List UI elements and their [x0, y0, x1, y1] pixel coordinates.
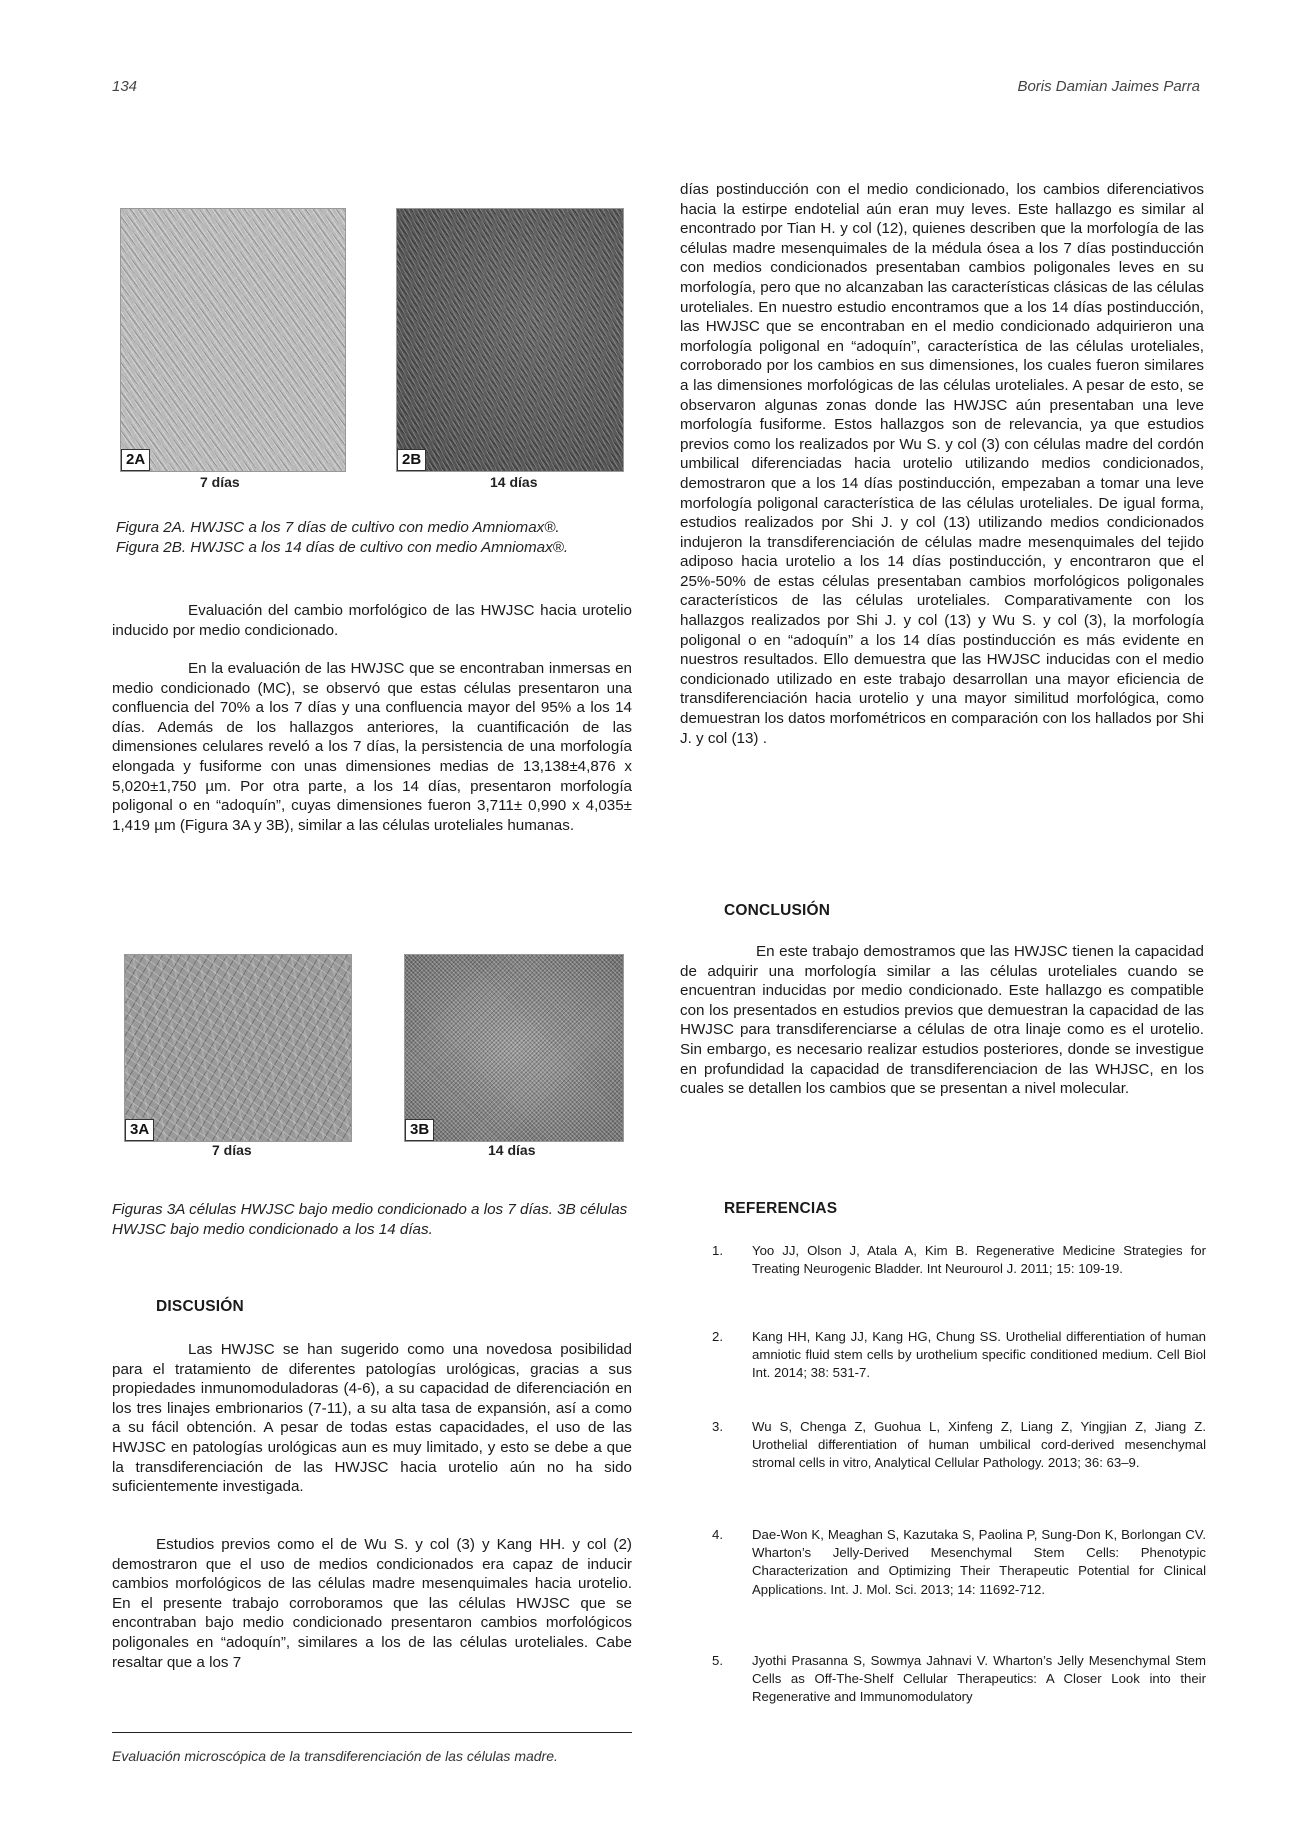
- discussion-paragraph-1: Las HWJSC se han sugerido como una novedosa posibilidad para el tratamiento de diferentes patologías urológicas, gracias a sus propiedades inmunomoduladoras (4-6), a su capacidad de diferenciación en los tres linajes embrionarios (7-11), a su alta tasa de expansión, así a como a su fácil obtención. A pesar de todas estas capacidades, el uso de las HWJSC en patologías urológicas aun es muy limitado, y esto se debe a que la transdiferenciación de las HWJSC hacia urotelio aún no ha sido suficientemente investigada.: [112, 1341, 632, 1496]
- footer-rule: [112, 1732, 632, 1733]
- discussion-heading: DISCUSIÓN: [156, 1298, 244, 1315]
- figure-tag-3b: 3B: [405, 1119, 434, 1141]
- micrograph-2b: [396, 208, 624, 472]
- evaluation-paragraph: En la evaluación de las HWJSC que se encontraban inmersas en medio condicionado (MC), se observó que estas células presentaron una confluencia del 70% a los 7 días y una confluencia mayor del 95% a los 14 días. Además de los hallazgos anteriores, la cuantificación de las dimensiones celulares reveló a los 7 días, la persistencia de una morfología elongada y fusiforme con unas dimensiones medias de 13,138±4,876 x 5,020±1,750 µm. Por otra parte, a los 14 días, presentaron morfología poligonal o en “adoquín”, cuyas dimensiones fueron 3,711± 0,990 x 4,035± 1,419 µm (Figura 3A y 3B), similar a las células uroteliales humanas.: [112, 660, 632, 834]
- conclusion-heading: CONCLUSIÓN: [724, 902, 831, 919]
- micrograph-2a: [120, 208, 346, 472]
- figure-2b-day-label: 14 días: [490, 474, 538, 490]
- figure-2a-caption: Figura 2A. HWJSC a los 7 días de cultivo con medio Amniomax®.: [116, 519, 560, 536]
- discussion-paragraph-2: Estudios previos como el de Wu S. y col (3) y Kang HH. y col (2) demostraron que el uso de medios condicionados era capaz de inducir cambios morfológicos de las células madre mesenquimales hacia urotelio. En el presente trabajo corroboramos que las células HWJSC que se encontraban bajo medio condicionado presentaron cambios morfológicos poligonales en “adoquín”, similares a los de las células uroteliales. Cabe resaltar que a los 7: [112, 1536, 632, 1671]
- right-column-paragraph: días postinducción con el medio condicionado, los cambios diferenciativos hacia la estirpe endotelial aún eran muy leves. Este hallazgo es similar al encontrado por Tian H. y col (12), quienes describen que la morfología de las células madre mesenquimales de la médula ósea a los 7 días postinducción con medios condicionados presentaban cambios poligonales leves en su morfología, pero que no alcanzaban las características clásicas de las células uroteliales. En nuestro estudio encontramos que a los 14 días postinducción, las HWJSC que se encontraban en el medio condicionado adquirieron una morfología poligonal en “adoquín”, característica de las células uroteliales, corroborado por los cambios en sus dimensiones, los cuales fueron similares a las dimensiones morfológicas de las células uroteliales. A pesar de esto, se observaron algunas zonas donde las HWJSC aún presentaban una leve morfología fusiforme. Estos hallazgos son de relevancia, ya que estudios previos como los realizados por Wu S. y col (3) con células madre del cordón umbilical diferenciadas hacia urotelio utilizando medios condicionados, demostraron que a los 14 días postinducción, empezaban a tomar una leve morfología poligonal característica de las células uroteliales. De igual forma, estudios realizados por Shi J. y col (13) utilizando medios condicionados indujeron la transdiferenciación de células madre mesenquimales del tejido adiposo hacia urotelio a los 14 días postinducción, y encontraron que el 25%-50% de estas células presentaban cambios morfológicos poligonales característicos de las células uroteliales. Comparativamente con los hallazgos realizados por Shi J. y col (13) y Wu S. y col (3), la morfología poligonal o en “adoquín” a los 14 días postinducción es más evidente en nuestros resultados. Ello demuestra que las HWJSC inducidas con el medio condicionado utilizado en este trabajo desarrollan una mayor eficiencia de transdiferenciación hacia urotelio y una mayor similitud morfológica, como demuestran los datos morfométricos en comparación con los hallados por Shi J. y col (13) .: [680, 181, 1204, 747]
- evaluation-subtitle: Evaluación del cambio morfológico de las HWJSC hacia urotelio inducido por medio condicionado.: [112, 602, 632, 639]
- footer-title: Evaluación microscópica de la transdiferenciación de las células madre.: [112, 1748, 558, 1764]
- micrograph-3b: [404, 954, 624, 1142]
- figure-3-caption: Figuras 3A células HWJSC bajo medio condicionado a los 7 días. 3B células HWJSC bajo medio condicionado a los 14 días.: [112, 1201, 628, 1238]
- micrograph-3a: [124, 954, 352, 1142]
- conclusion-paragraph: En este trabajo demostramos que las HWJSC tienen la capacidad de adquirir una morfología similar a las células uroteliales cuando se encuentran inducidas por medio condicionado. Este hallazgo es compatible con los presentados en estudios previos que demuestran la capacidad de las HWJSC para transdiferenciarse a células de otra linaje como es el urotelio. Sin embargo, es necesario realizar estudios posteriores, donde se investigue en profundidad la capacidad de transdiferenciacion de las WHJSC, en los cuales se detallen los cambios que se presentan a nivel molecular.: [680, 943, 1204, 1098]
- page-number: 134: [112, 78, 138, 95]
- page: 134 Boris Damian Jaimes Parra 2A 2B 7 días 14 días Figura 2A. HWJSC a los 7 días de cultivo con medio Amniomax®. Figura 2B. HWJSC a los 14 días de cultivo con medio Amniomax®. Evaluación del cambio morfológico de las HWJSC hacia urotelio inducido por medio condicionado. En la evaluación de las HWJSC que se encontraban inmersas en medio condicionado (MC), se observó que estas células presentaron una confluencia del 70% a los 7 días y una confluencia mayor del 95% a los 14 días. Además de los hallazgos anteriores, la cuantificación de las dimensiones celulares reveló a los 7 días, la persistencia de una morfología elongada y fusiforme con unas dimensiones medias de 13,138±4,876 x 5,020±1,750 µm. Por otra parte, a los 14 días, presentaron morfología poligonal o en “adoquín”, cuyas dimensiones fueron 3,711± 0,990 x 4,035± 1,419 µm (Figura 3A y 3B), similar a las células uroteliales humanas. 3A 3B 7 días 14 días Figuras 3A células HWJSC bajo medio condicionado a los 7 días. 3B células HWJSC bajo medio condicionado a los 14 días. DISCUSIÓN Las HWJSC se han sugerido como una novedosa posibilidad para el tratamiento de diferentes patologías urológicas, gracias a sus propiedades inmunomoduladoras (4-6), a su capacidad de diferenciación en los tres linajes embrionarios (7-11), a su alta tasa de expansión, así a como a su fácil obtención. A pesar de todas estas capacidades, el uso de las HWJSC en patologías urológicas aun es muy limitado, y esto se debe a que la transdiferenciación de las HWJSC hacia urotelio aún no ha sido suficientemente investigada. Estudios previos como el de Wu S. y col (3) y Kang HH. y col (2) demostraron que el uso de medios condicionados era capaz de inducir cambios morfológicos de las células madre mesenquimales hacia urotelio. En el presente trabajo corroboramos que las células HWJSC que se encontraban bajo medio condicionado presentaron cambios morfológicos poligonales en “adoquín”, similares a los de las células uroteliales. Cabe resaltar que a los 7 días postinducción con el medio condicionado, los cambios diferenciativos hacia la estirpe endotelial aún eran muy leves. Este hallazgo es similar al encontrado por Tian H. y col (12), quienes describen que la morfología de las células madre mesenquimales de la médula ósea a los 7 días postinducción con medios condicionados presentaban cambios poligonales leves en su morfología, pero que no alcanzaban las características clásicas de las células uroteliales. En nuestro estudio encontramos que a los 14 días postinducción, las HWJSC que se encontraban en el medio condicionado adquirieron una morfología poligonal en “adoquín”, característica de las células uroteliales, corroborado por los cambios en sus dimensiones, los cuales fueron similares a las dimensiones morfológicas de las células uroteliales. A pesar de esto, se observaron algunas zonas donde las HWJSC aún presentaban una leve morfología fusiforme. Estos hallazgos son de relevancia, ya que estudios previos como los realizados por Wu S. y col (3) con células madre del cordón umbilical diferenciadas hacia urotelio utilizando medios condicionados, demostraron que a los 14 días postinducción, empezaban a tomar una leve morfología poligonal característica de las células uroteliales. De igual forma, estudios realizados por Shi J. y col (13) utilizando medios condicionados indujeron la transdiferenciación de células madre mesenquimales del tejido adiposo hacia urotelio a los 14 días postinducción, y encontraron que el 25%-50% de estas células presentaban cambios morfológicos poligonales característicos de las células uroteliales. Comparativamente con los hallazgos realizados por Shi J. y col (13) y Wu S. y col (3), la morfología poligonal o en “adoquín” a los 14 días postinducción es más evidente en nuestros resultados. Ello demuestra que las HWJSC inducidas con el medio condicionado utilizado en este trabajo desarrollan una mayor eficiencia de transdiferenciación hacia urotelio y una mayor similitud morfológica, como demuestran los datos morfométricos en comparación con los hallados por Shi J. y col (13) . CONCLUSIÓN En este trabajo demostramos que las HWJSC tienen la capacidad de adquirir una morfología similar a las células uroteliales cuando se encuentran inducidas por medio condicionado. Este hallazgo es compatible con los presentados en estudios previos que demuestran la capacidad de las HWJSC para transdiferenciarse a células de otra linaje como es el urotelio. Sin embargo, es necesario realizar estudios posteriores, donde se investigue en profundidad la capacidad de transdiferenciacion de las WHJSC, en los cuales se detallen los cambios que se presentan a nivel molecular. REFERENCIAS 1. Yoo JJ, Olson J, Atala A, Kim B. Regenerative Medicine Strategies for Treating Neurogenic Bladder. Int Neurourol J. 2011; 15: 109-19. 2. Kang HH, Kang JJ, Kang HG, Chung SS. Urothelial differentiation of human amniotic fluid stem cells by urothelium specific conditioned medium. Cell Biol Int. 2014; 38: 531-7. 3. Wu S, Chenga Z, Guohua L, Xinfeng Z, Liang Z, Yingjian Z, Jiang Z. Urothelial differentiation of human umbilical cord-derived mesenchymal stromal cells in vitro, Analytical Cellular Pathology. 2013; 36: 63–9. 4. Dae-Won K, Meaghan S, Kazutaka S, Paolina P, Sung-Don K, Borlongan CV. Wharton’s Jelly-Derived Mesenchymal Stem Cells: Phenotypic Characterization and Optimizing Their Therapeutic Potential for Clinical Applications. Int. J. Mol. Sci. 2013; 14: 11692-712. 5. Jyothi Prasanna S, Sowmya Jahnavi V. Wharton’s Jelly Mesenchymal Stem Cells as Off-The-Shelf Cellular Therapeutics: A Closer Look into their Regenerative and Immunomodulatory Evaluación microscópica de la transdiferenciación de las células madre.: [0, 0, 1300, 1839]
- figure-3a-day-label: 7 días: [212, 1142, 252, 1158]
- figure-tag-3a: 3A: [125, 1119, 154, 1141]
- figure-2b-caption: Figura 2B. HWJSC a los 14 días de cultivo con medio Amniomax®.: [116, 538, 569, 556]
- figure-2-caption: [116, 518, 636, 557]
- figure-tag-2b: 2B: [397, 449, 426, 471]
- references-heading: REFERENCIAS: [724, 1200, 838, 1217]
- running-author: Boris Damian Jaimes Parra: [1017, 78, 1200, 95]
- figure-2a-day-label: 7 días: [200, 474, 240, 490]
- figure-tag-2a: 2A: [121, 449, 150, 471]
- figure-3b-day-label: 14 días: [488, 1142, 536, 1158]
